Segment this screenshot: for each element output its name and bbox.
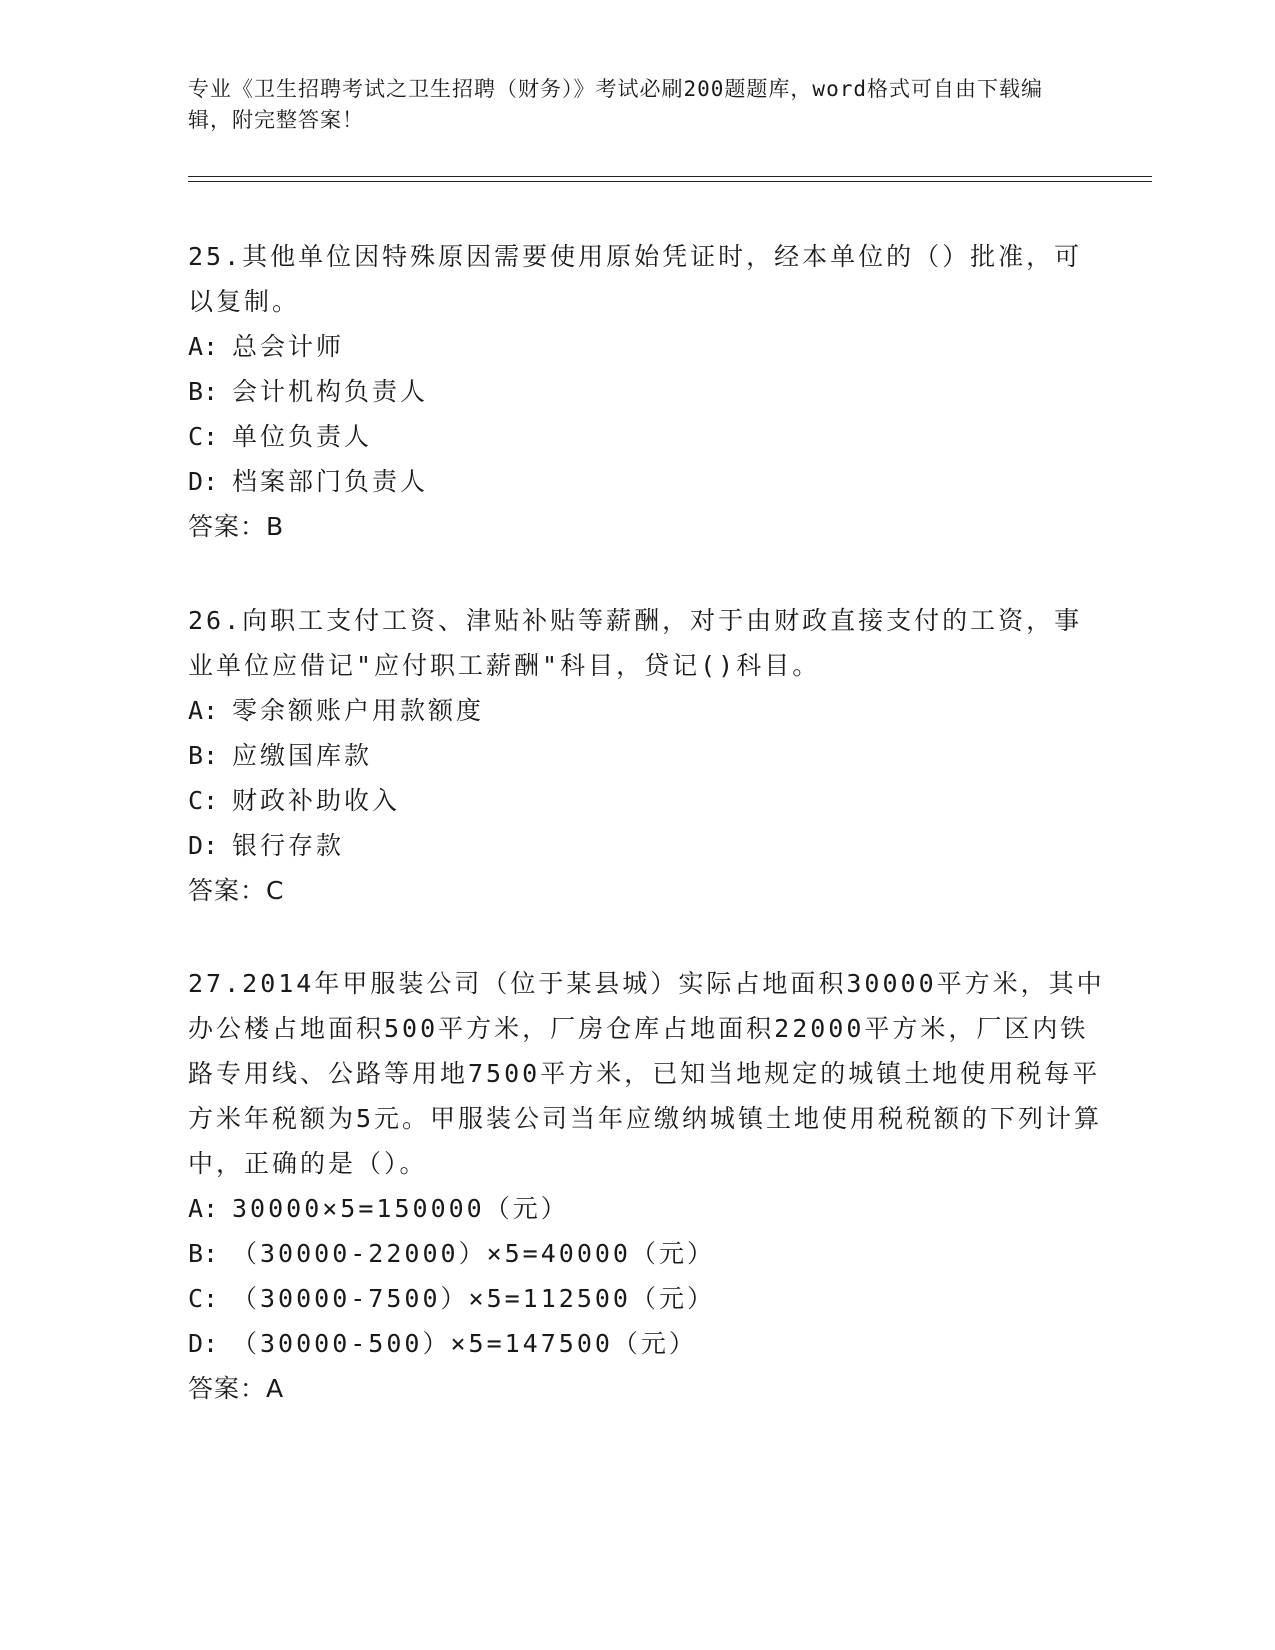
option-text: 单位负责人 — [232, 422, 373, 451]
option-letter: A: — [188, 696, 219, 725]
answer-line: 答案：B — [188, 512, 285, 541]
header-divider-top — [188, 176, 1152, 177]
option-text: （30000-500）×5=147500（元） — [232, 1329, 697, 1358]
question-stem: 27.2014年甲服装公司（位于某县城）实际占地面积30000平方米，其中办公楼占地面积500平方米，厂房仓库占地面积22000平方米，厂区内铁路专用线、公路等用地7500平方米，已知当地规定的城镇土地使用税每平方米年税额为5元。甲服装公司当年应缴纳城镇土地使用税税额的下列计算中，正确的是（）。 — [188, 969, 1105, 1178]
option-d — [188, 1321, 1108, 1366]
answer-line: 答案：A — [188, 1374, 285, 1403]
option-text: 会计机构负责人 — [232, 377, 429, 406]
option-letter: A: — [188, 1194, 219, 1223]
option-letter: A: — [188, 332, 219, 361]
option-letter: C: — [188, 1284, 219, 1313]
option-c — [188, 778, 1108, 823]
option-letter: D: — [188, 467, 219, 496]
option-text: 财政补助收入 — [232, 786, 401, 815]
option-d — [188, 459, 1108, 504]
option-text: 银行存款 — [232, 831, 345, 860]
option-a — [188, 324, 1108, 369]
option-c — [188, 1276, 1108, 1321]
answer-line: 答案：C — [188, 876, 285, 905]
option-letter: B: — [188, 377, 219, 406]
document-header: 专业《卫生招聘考试之卫生招聘（财务）》考试必刷200题题库，word格式可自由下载编辑，附完整答案！ — [188, 77, 1043, 132]
option-text: 档案部门负责人 — [232, 467, 429, 496]
option-a — [188, 1186, 1108, 1231]
option-a — [188, 688, 1108, 733]
option-letter: B: — [188, 1239, 219, 1268]
header-divider-bottom — [188, 181, 1152, 182]
option-text: （30000-7500）×5=112500（元） — [232, 1284, 715, 1313]
option-letter: D: — [188, 1329, 219, 1358]
option-letter: D: — [188, 831, 219, 860]
option-text: 应缴国库款 — [232, 741, 373, 770]
option-letter: B: — [188, 741, 219, 770]
option-text: 30000×5=150000（元） — [232, 1194, 569, 1223]
option-text: 总会计师 — [232, 332, 345, 361]
question-27 — [188, 961, 1108, 1411]
question-26 — [188, 598, 1108, 913]
option-letter: C: — [188, 786, 219, 815]
question-stem: 26.向职工支付工资、津贴补贴等薪酬，对于由财政直接支付的工资，事业单位应借记"应付职工薪酬"科目，贷记()科目。 — [188, 606, 1083, 680]
option-text: （30000-22000）×5=40000（元） — [232, 1239, 715, 1268]
option-text: 零余额账户用款额度 — [232, 696, 485, 725]
option-b — [188, 369, 1108, 414]
question-stem: 25.其他单位因特殊原因需要使用原始凭证时，经本单位的（）批准，可以复制。 — [188, 242, 1083, 316]
option-b — [188, 1231, 1108, 1276]
option-letter: C: — [188, 422, 219, 451]
question-25 — [188, 234, 1108, 549]
option-d — [188, 823, 1108, 868]
option-b — [188, 733, 1108, 778]
option-c — [188, 414, 1108, 459]
